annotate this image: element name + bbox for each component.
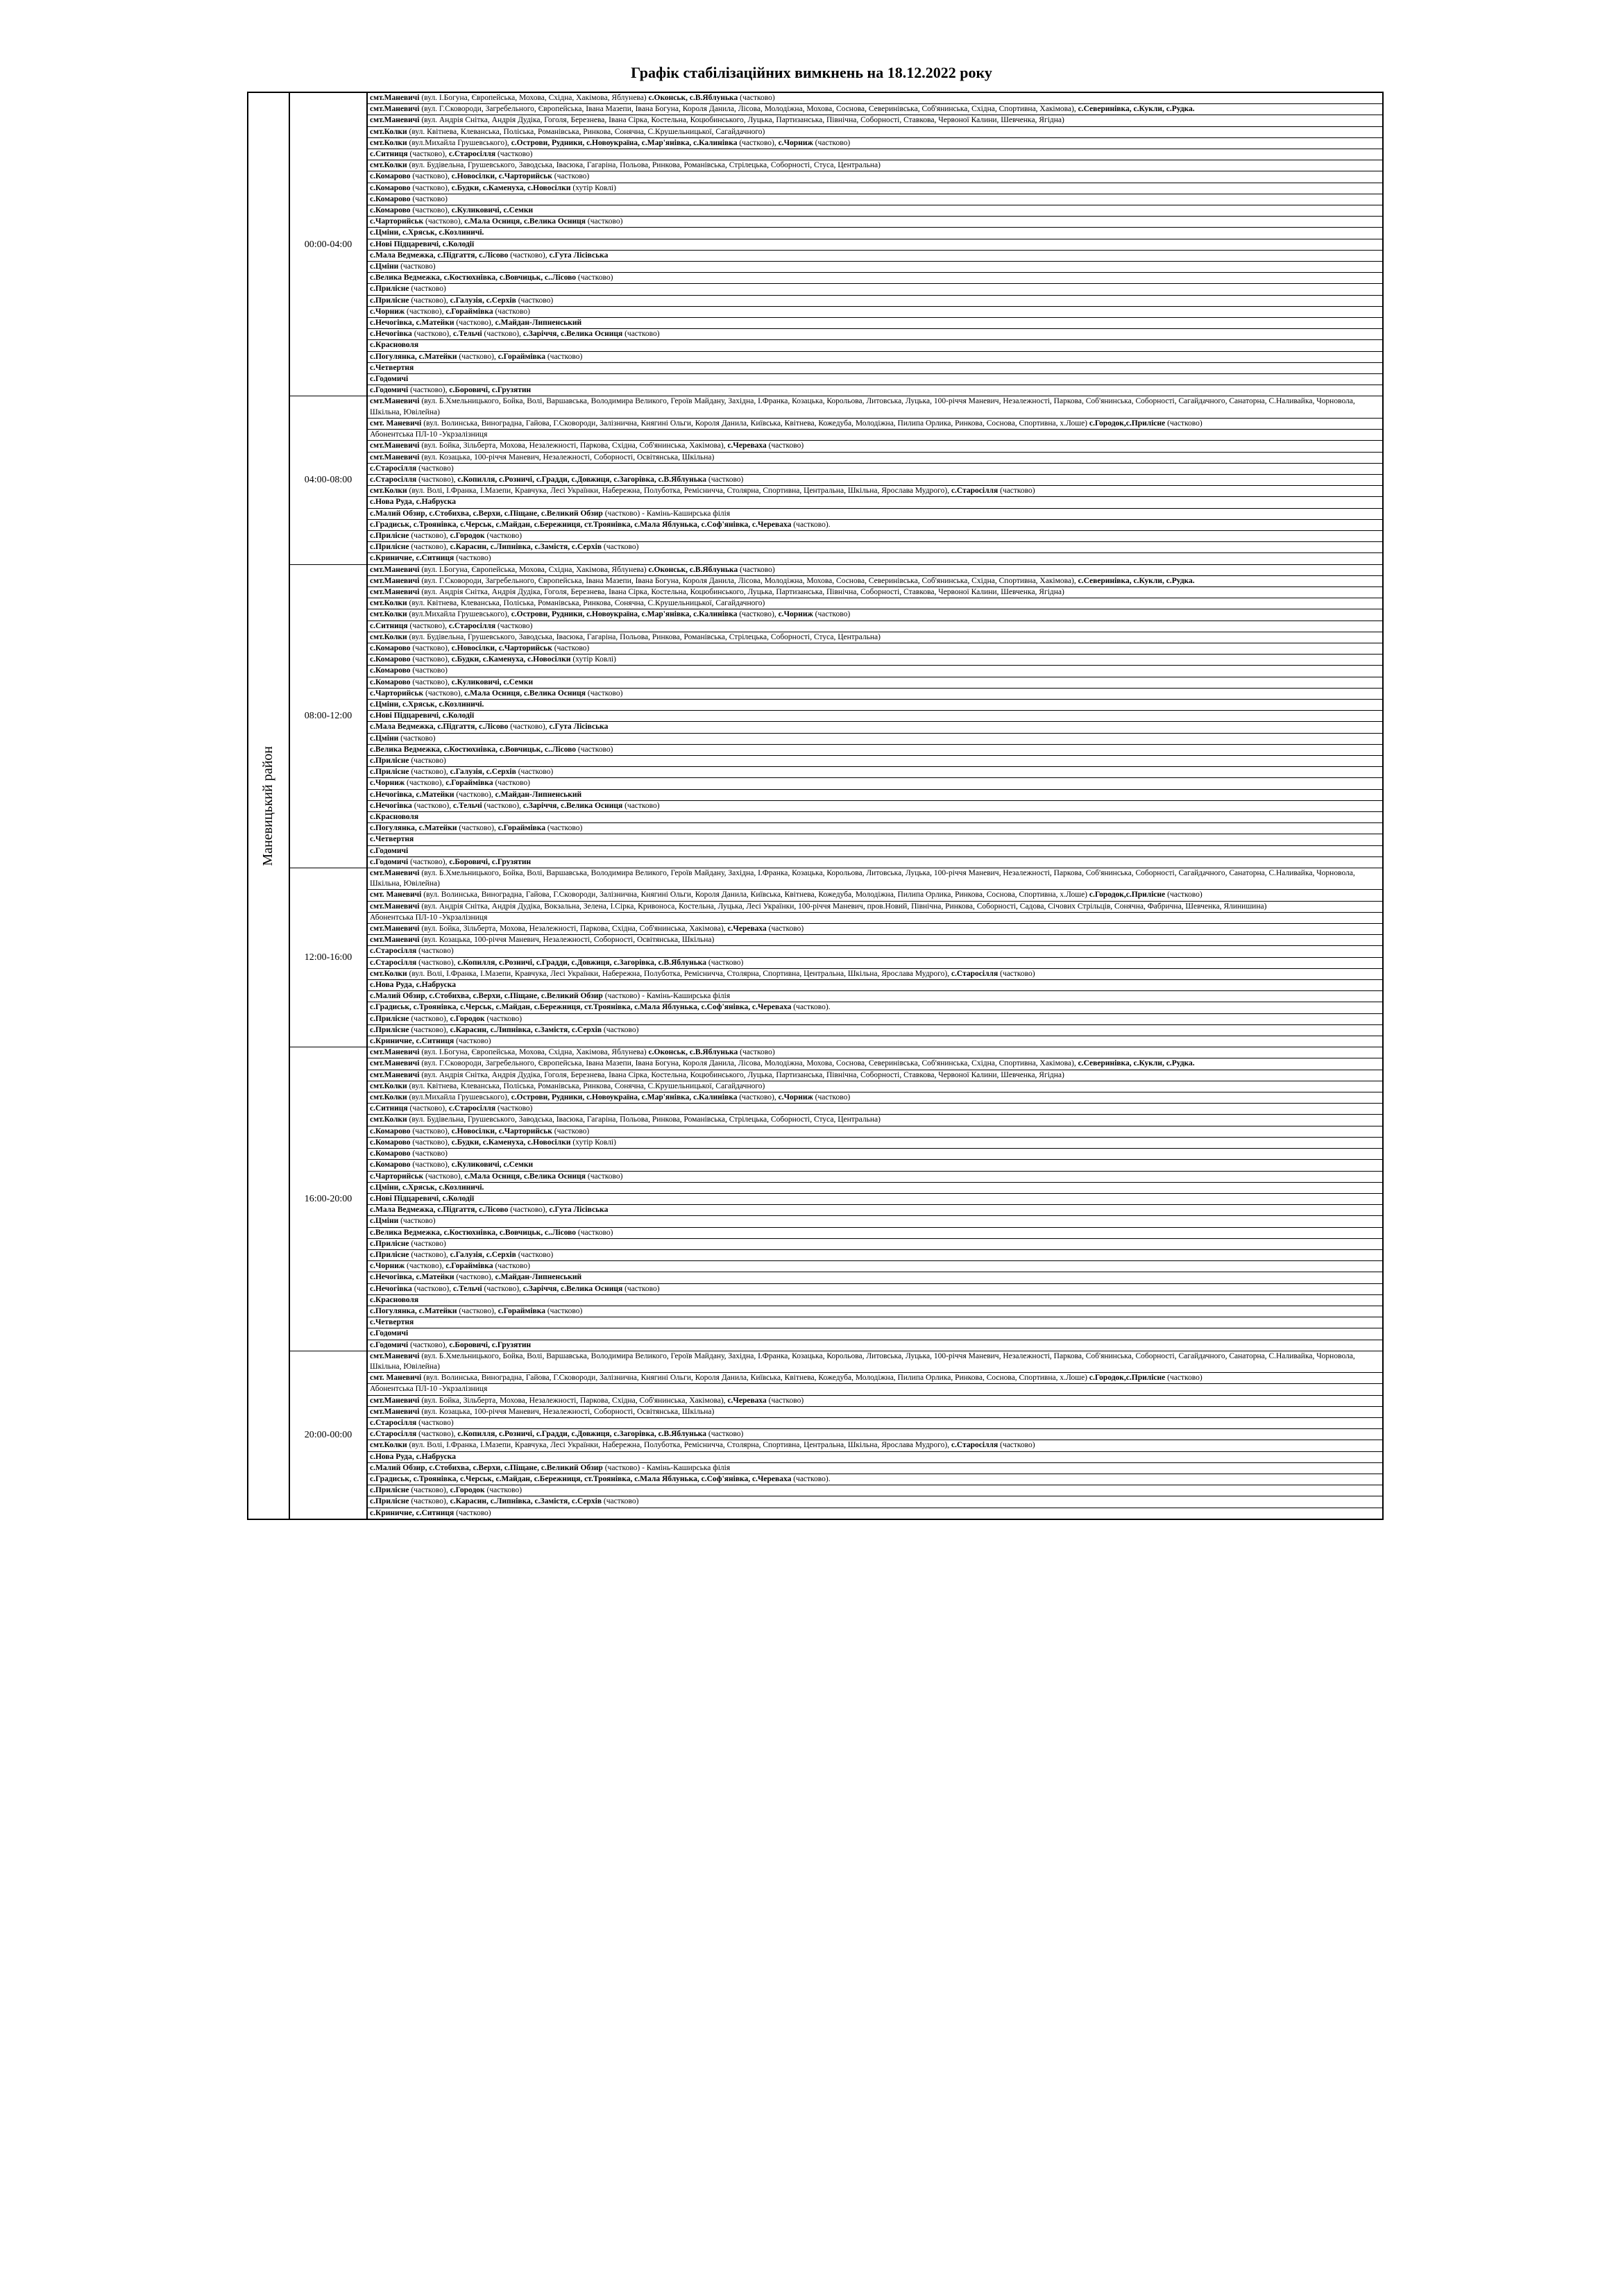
table-row — [248, 262, 1383, 273]
locality-entry: с.Малий Обзир, с.Стобихва, с.Верхи, с.Піщане, с.Великий Обзир (частково) - Камінь-Каширська філія — [367, 991, 1383, 1002]
locality-entry: смт. Маневичі (вул. Волинська, Виноградна, Гайова, Г.Сковороди, Залізнична, Княгині Ольги, Короля Данила, Київська, Квітнева, Кожедуба, Молодіжна, Пилипа Орлика, Ринкова, Соснова, Спортивна, х.Лоше) с.Городок,с.Прилісне (частково) — [367, 1373, 1383, 1384]
locality-entry: с.Нечогівка, с.Матейки (частково), с.Майдан-Липненський — [367, 318, 1383, 329]
table-row — [248, 812, 1383, 823]
table-row — [248, 452, 1383, 463]
table-row — [248, 340, 1383, 351]
table-row — [248, 1462, 1383, 1474]
table-row — [248, 1092, 1383, 1104]
table-row — [248, 1002, 1383, 1013]
locality-entry: с.Прилісне (частково), с.Карасин, с.Липнівка, с.Замістя, с.Серхів (частково) — [367, 1024, 1383, 1036]
table-row — [248, 1373, 1383, 1384]
locality-entry: с.Комарово (частково), с.Куликовичі, с.Семки — [367, 1160, 1383, 1171]
table-row — [248, 1328, 1383, 1340]
locality-entry: смт.Маневичі (вул. І.Богуна, Європейська, Мохова, Східна, Хакімова, Яблунева) с.Оконськ, с.В.Яблунька (частково) — [367, 92, 1383, 104]
table-row — [248, 575, 1383, 586]
locality-entry: смт.Маневичі (вул. Б.Хмельницького, Бойка, Волі, Варшавська, Володимира Великого, Героїв Майдану, Західна, І.Франка, Козацька, Корольова, Литовська, Луцька, 100-річчя Маневич, Незалежності, Паркова, Соб'янинська, Соборності, Сагайдачного, Санаторна, С.Наливайка, Чорновола, Шкільна, Ювілейна) — [367, 1351, 1383, 1372]
table-row — [248, 1205, 1383, 1216]
table-row — [248, 845, 1383, 856]
locality-entry: смт.Маневичі (вул. Козацька, 100-річчя Маневич, Незалежності, Соборності, Освітянська, Шкільна) — [367, 935, 1383, 946]
locality-entry: с.Криничне, с.Ситниця (частково) — [367, 553, 1383, 564]
locality-entry: с.Цміни (частково) — [367, 733, 1383, 744]
locality-entry: Абонентська ПЛ-10 -Укрзалізниця — [367, 912, 1383, 923]
table-row — [248, 1261, 1383, 1272]
table-row — [248, 183, 1383, 194]
table-row — [248, 800, 1383, 811]
locality-entry: с.Криничне, с.Ситниця (частково) — [367, 1508, 1383, 1519]
table-row — [248, 306, 1383, 317]
table-row — [248, 273, 1383, 284]
table-row — [248, 239, 1383, 250]
table-row — [248, 137, 1383, 149]
table-row — [248, 632, 1383, 643]
locality-entry: Абонентська ПЛ-10 -Укрзалізниця — [367, 1384, 1383, 1395]
table-row — [248, 205, 1383, 217]
locality-entry: смт.Колки (вул. Будівельна, Грушевського, Заводська, Івасюка, Гагаріна, Польова, Ринкова, Романівська, Стрілецька, Соборності, Стуса, Центральна) — [367, 160, 1383, 171]
locality-entry: с.Комарово (частково), с.Новосілки, с.Чарторийськ (частково) — [367, 1126, 1383, 1137]
locality-entry: с.Нечогівка (частково), с.Тельчі (частково), с.Заріччя, с.Велика Осниця (частково) — [367, 329, 1383, 340]
table-row — [248, 1238, 1383, 1249]
locality-entry: с.Ситниця (частково), с.Старосілля (частково) — [367, 1104, 1383, 1115]
table-row — [248, 430, 1383, 441]
locality-entry: с.Прилісне (частково), с.Карасин, с.Липнівка, с.Замістя, с.Серхів (частково) — [367, 542, 1383, 553]
table-row — [248, 1451, 1383, 1462]
table-row — [248, 1126, 1383, 1137]
locality-entry: с.Годомичі (частково), с.Боровичі, с.Грузятин — [367, 1340, 1383, 1351]
locality-entry: с.Чарторийськ (частково), с.Мала Осниця, с.Велика Осниця (частково) — [367, 1171, 1383, 1182]
table-row — [248, 901, 1383, 912]
locality-entry: смт.Маневичі (вул. Бойка, Зільберта, Мохова, Незалежності, Паркова, Східна, Соб'янинська, Хакімова), с.Череваха (частково) — [367, 1395, 1383, 1406]
table-row — [248, 1351, 1383, 1372]
outage-schedule-table — [247, 92, 1384, 1520]
table-row — [248, 935, 1383, 946]
locality-entry: с.Нова Руда, с.Набруска — [367, 980, 1383, 991]
table-row — [248, 1013, 1383, 1024]
locality-entry: с.Прилісне (частково) — [367, 1238, 1383, 1249]
table-row — [248, 643, 1383, 654]
locality-entry: смт.Маневичі (вул. І.Богуна, Європейська, Мохова, Східна, Хакімова, Яблунева) с.Оконськ, с.В.Яблунька (частково) — [367, 564, 1383, 575]
table-row — [248, 194, 1383, 205]
locality-entry: с.Нова Руда, с.Набруска — [367, 1451, 1383, 1462]
locality-entry: с.Нечогівка, с.Матейки (частково), с.Майдан-Липненський — [367, 1272, 1383, 1283]
table-row — [248, 677, 1383, 688]
locality-entry: с.Малий Обзир, с.Стобихва, с.Верхи, с.Піщане, с.Великий Обзир (частково) - Камінь-Каширська філія — [367, 508, 1383, 519]
locality-entry: с.Годомичі (частково), с.Боровичі, с.Грузятин — [367, 385, 1383, 396]
locality-entry: с.Прилісне (частково), с.Городок (частково) — [367, 1013, 1383, 1024]
locality-entry: с.Нові Підцаревичі, с.Колодії — [367, 239, 1383, 250]
table-row — [248, 1395, 1383, 1406]
locality-entry: смт.Маневичі (вул. Б.Хмельницького, Бойка, Волі, Варшавська, Володимира Великого, Героїв Майдану, Західна, І.Франка, Козацька, Корольова, Литовська, Луцька, 100-річчя Маневич, Незалежності, Паркова, Соб'янинська, Соборності, Сагайдачного, Санаторна, С.Наливайка, Чорновола, Шкільна, Ювілейна) — [367, 396, 1383, 418]
table-row — [248, 362, 1383, 373]
table-row — [248, 530, 1383, 541]
table-row — [248, 1216, 1383, 1227]
locality-entry: с.Ситниця (частково), с.Старосілля (частково) — [367, 149, 1383, 160]
table-row — [248, 1429, 1383, 1440]
locality-entry: смт.Маневичі (вул. Козацька, 100-річчя Маневич, Незалежності, Соборності, Освітянська, Шкільна) — [367, 1406, 1383, 1417]
locality-entry: с.Комарово (частково), с.Куликовичі, с.Семки — [367, 205, 1383, 217]
locality-entry: с.Градиськ, с.Троянівка, с.Черськ, с.Майдан, с.Бережниця, ст.Троянівка, с.Мала Яблунька, с.Соф'янівка, с.Череваха (частково). — [367, 519, 1383, 530]
table-row — [248, 789, 1383, 800]
locality-entry: с.Нечогівка, с.Матейки (частково), с.Майдан-Липненський — [367, 789, 1383, 800]
table-row — [248, 1160, 1383, 1171]
locality-entry: с.Комарово (частково), с.Будки, с.Каменуха, с.Новосілки (хутір Ковлі) — [367, 183, 1383, 194]
table-row — [248, 912, 1383, 923]
locality-entry: с.Четвертня — [367, 362, 1383, 373]
locality-entry: с.Прилісне (частково) — [367, 284, 1383, 295]
locality-entry: с.Прилісне (частково), с.Галузія, с.Серхів (частково) — [367, 767, 1383, 778]
table-row — [248, 1227, 1383, 1238]
time-slot: 00:00-04:00 — [289, 92, 367, 396]
locality-entry: смт.Маневичі (вул. Г.Сковороди, Загребельного, Європейська, Івана Мазепи, Івана Богуна, Короля Данила, Лісова, Молодіжна, Мохова, Соснова, Северинівська, Соб'янинська, Східна, Спортивна, Хакімова), с.Северинівка, с.Кукли, с.Рудка. — [367, 1058, 1383, 1070]
table-row — [248, 497, 1383, 508]
table-row — [248, 834, 1383, 845]
table-row — [248, 1317, 1383, 1328]
time-slot: 16:00-20:00 — [289, 1047, 367, 1351]
time-slot: 20:00-00:00 — [289, 1351, 367, 1519]
table-row — [248, 609, 1383, 621]
table-row — [248, 374, 1383, 385]
locality-entry: с.Комарово (частково), с.Новосілки, с.Чарторийськ (частково) — [367, 171, 1383, 183]
table-row — [248, 217, 1383, 228]
table-row — [248, 1036, 1383, 1047]
table-row — [248, 284, 1383, 295]
table-row — [248, 1024, 1383, 1036]
locality-entry: смт.Маневичі (вул. Г.Сковороди, Загребельного, Європейська, Івана Мазепи, Івана Богуна, Короля Данила, Лісова, Молодіжна, Мохова, Соснова, Северинівська, Соб'янинська, Східна, Спортивна, Хакімова), с.Северинівка, с.Кукли, с.Рудка. — [367, 104, 1383, 115]
locality-entry: с.Прилісне (частково), с.Галузія, с.Серхів (частково) — [367, 295, 1383, 306]
locality-entry: смт.Маневичі (вул. Андрія Снітка, Андрія Дудіка, Гоголя, Березнева, Івана Сірка, Костельна, Коцюбинського, Луцька, Партизанська, Північна, Соборності, Ставкова, Червоної Калини, Шевченка, Ягідна) — [367, 1070, 1383, 1081]
table-row — [248, 1104, 1383, 1115]
locality-entry: с.Красноволя — [367, 1294, 1383, 1306]
locality-entry: с.Велика Ведмежка, с.Костюхнівка, с.Вовчицьк, с..Лісово (частково) — [367, 1227, 1383, 1238]
table-row — [248, 946, 1383, 957]
table-row — [248, 868, 1383, 890]
table-row — [248, 1474, 1383, 1485]
table-row — [248, 351, 1383, 362]
table-row — [248, 228, 1383, 239]
locality-entry: с.Старосілля (частково) — [367, 463, 1383, 474]
time-slot: 08:00-12:00 — [289, 564, 367, 868]
locality-entry: Абонентська ПЛ-10 -Укрзалізниця — [367, 430, 1383, 441]
locality-entry: с.Нова Руда, с.Набруска — [367, 497, 1383, 508]
table-row — [248, 586, 1383, 598]
table-row — [248, 1272, 1383, 1283]
locality-entry: с.Комарово (частково), с.Будки, с.Каменуха, с.Новосілки (хутір Ковлі) — [367, 1137, 1383, 1148]
table-row — [248, 856, 1383, 868]
locality-entry: с.Цміни, с.Хряськ, с.Козлиничі. — [367, 1182, 1383, 1193]
table-row — [248, 441, 1383, 452]
locality-entry: смт.Колки (вул. Квітнева, Клеванська, Поліська, Романівська, Ринкова, Сонячна, С.Крушельницької, Сагайдачного) — [367, 126, 1383, 137]
district-label: Маневицький район — [260, 745, 276, 866]
locality-entry: с.Старосілля (частково), с.Копилля, с.Розничі, с.Градди, с.Довжиця, с.Загорівка, с.В.Яблунька (частково) — [367, 474, 1383, 485]
table-row — [248, 474, 1383, 485]
locality-entry: с.Нові Підцаревичі, с.Колодії — [367, 711, 1383, 722]
table-row — [248, 1283, 1383, 1294]
locality-entry: с.Градиськ, с.Троянівка, с.Черськ, с.Майдан, с.Бережниця, ст.Троянівка, с.Мала Яблунька, с.Соф'янівка, с.Череваха (частково). — [367, 1474, 1383, 1485]
locality-entry: с.Прилісне (частково) — [367, 755, 1383, 766]
locality-entry: с.Мала Ведмежка, с.Підгаття, с.Лісово (частково), с.Гута Лісівська — [367, 250, 1383, 261]
locality-entry: с.Велика Ведмежка, с.Костюхнівка, с.Вовчицьк, с..Лісово (частково) — [367, 273, 1383, 284]
locality-entry: смт.Колки (вул. Будівельна, Грушевського, Заводська, Івасюка, Гагаріна, Польова, Ринкова, Романівська, Стрілецька, Соборності, Стуса, Центральна) — [367, 1115, 1383, 1126]
table-row — [248, 823, 1383, 834]
table-row — [248, 1417, 1383, 1428]
locality-entry: с.Ситниця (частково), с.Старосілля (частково) — [367, 621, 1383, 632]
locality-entry: с.Красноволя — [367, 340, 1383, 351]
table-row — [248, 1137, 1383, 1148]
locality-entry: с.Нові Підцаревичі, с.Колодії — [367, 1193, 1383, 1204]
table-row — [248, 1294, 1383, 1306]
table-row — [248, 486, 1383, 497]
table-row — [248, 1384, 1383, 1395]
locality-entry: с.Нечогівка (частково), с.Тельчі (частково), с.Заріччя, с.Велика Осниця (частково) — [367, 800, 1383, 811]
locality-entry: смт. Маневичі (вул. Волинська, Виноградна, Гайова, Г.Сковороди, Залізнична, Княгині Ольги, Короля Данила, Київська, Квітнева, Кожедуба, Молодіжна, Пилипа Орлика, Ринкова, Соснова, Спортивна, х.Лоше) с.Городок,с.Прилісне (частково) — [367, 890, 1383, 901]
time-slot: 12:00-16:00 — [289, 868, 367, 1047]
locality-entry: смт.Маневичі (вул. Г.Сковороди, Загребельного, Європейська, Івана Мазепи, Івана Богуна, Короля Данила, Лісова, Молодіжна, Мохова, Соснова, Северинівська, Соб'янинська, Східна, Спортивна, Хакімова), с.Северинівка, с.Кукли, с.Рудка. — [367, 575, 1383, 586]
table-row — [248, 767, 1383, 778]
locality-entry: с.Мала Ведмежка, с.Підгаття, с.Лісово (частково), с.Гута Лісівська — [367, 722, 1383, 733]
locality-entry: с.Годомичі — [367, 845, 1383, 856]
locality-entry: смт.Маневичі (вул. Бойка, Зільберта, Мохова, Незалежності, Паркова, Східна, Соб'янинська, Хакімова), с.Череваха (частково) — [367, 441, 1383, 452]
locality-entry: с.Погулянка, с.Матейки (частково), с.Гораймівка (частково) — [367, 351, 1383, 362]
table-row — [248, 621, 1383, 632]
locality-entry: с.Криничне, с.Ситниця (частково) — [367, 1036, 1383, 1047]
table-row — [248, 1508, 1383, 1519]
locality-entry: с.Прилісне (частково), с.Городок (частково) — [367, 1485, 1383, 1496]
table-row — [248, 1306, 1383, 1317]
table-row — [248, 1081, 1383, 1092]
locality-entry: с.Четвертня — [367, 1317, 1383, 1328]
table-row — [248, 1047, 1383, 1058]
locality-entry: с.Прилісне (частково), с.Городок (частково) — [367, 530, 1383, 541]
table-row — [248, 991, 1383, 1002]
table-row — [248, 519, 1383, 530]
locality-entry: с.Цміни (частково) — [367, 1216, 1383, 1227]
locality-entry: с.Нечогівка (частково), с.Тельчі (частково), с.Заріччя, с.Велика Осниця (частково) — [367, 1283, 1383, 1294]
locality-entry: с.Велика Ведмежка, с.Костюхнівка, с.Вовчицьк, с..Лісово (частково) — [367, 744, 1383, 755]
locality-entry: с.Чорниж (частково), с.Гораймівка (частково) — [367, 1261, 1383, 1272]
locality-entry: с.Градиськ, с.Троянівка, с.Черськ, с.Майдан, с.Бережниця, ст.Троянівка, с.Мала Яблунька, с.Соф'янівка, с.Череваха (частково). — [367, 1002, 1383, 1013]
locality-entry: смт.Маневичі (вул. Андрія Снітка, Андрія Дудіка, Гоголя, Березнева, Івана Сірка, Костельна, Коцюбинського, Луцька, Партизанська, Північна, Соборності, Ставкова, Червоної Калини, Шевченка, Ягідна) — [367, 115, 1383, 126]
locality-entry: с.Прилісне (частково), с.Карасин, с.Липнівка, с.Замістя, с.Серхів (частково) — [367, 1496, 1383, 1508]
locality-entry: смт.Колки (вул. Будівельна, Грушевського, Заводська, Івасюка, Гагаріна, Польова, Ринкова, Романівська, Стрілецька, Соборності, Стуса, Центральна) — [367, 632, 1383, 643]
locality-entry: с.Четвертня — [367, 834, 1383, 845]
locality-entry: с.Старосілля (частково) — [367, 1417, 1383, 1428]
table-row — [248, 655, 1383, 666]
locality-entry: смт.Колки (вул. Квітнева, Клеванська, Поліська, Романівська, Ринкова, Сонячна, С.Крушельницької, Сагайдачного) — [367, 1081, 1383, 1092]
locality-entry: с.Старосілля (частково) — [367, 946, 1383, 957]
table-row — [248, 957, 1383, 968]
table-row — [248, 744, 1383, 755]
locality-entry: с.Комарово (частково), с.Куликовичі, с.Семки — [367, 677, 1383, 688]
table-row — [248, 295, 1383, 306]
locality-entry: с.Старосілля (частково), с.Копилля, с.Розничі, с.Градди, с.Довжиця, с.Загорівка, с.В.Яблунька (частково) — [367, 1429, 1383, 1440]
table-row — [248, 1058, 1383, 1070]
locality-entry: смт.Колки (вул.Михайла Грушевського), с.Острови, Рудники, с.Новоукраїна, с.Мар'янівка, с.Калинівка (частково), с.Чорниж (частково) — [367, 609, 1383, 621]
locality-entry: с.Комарово (частково), с.Будки, с.Каменуха, с.Новосілки (хутір Ковлі) — [367, 655, 1383, 666]
table-row — [248, 396, 1383, 418]
locality-entry: с.Красноволя — [367, 812, 1383, 823]
locality-entry: с.Чарторийськ (частково), с.Мала Осниця, с.Велика Осниця (частково) — [367, 217, 1383, 228]
table-row — [248, 1182, 1383, 1193]
locality-entry: смт.Маневичі (вул. Бойка, Зільберта, Мохова, Незалежності, Паркова, Східна, Соб'янинська, Хакімова), с.Череваха (частково) — [367, 924, 1383, 935]
table-row — [248, 1193, 1383, 1204]
table-row — [248, 115, 1383, 126]
table-row — [248, 666, 1383, 677]
locality-entry: смт.Колки (вул. Волі, І.Франка, І.Мазепи, Кравчука, Лесі Українки, Набережна, Полуботка, Ремісничча, Столярна, Спортивна, Центральна, Шкільна, Ярослава Мудрого), с.Старосілля (частково) — [367, 486, 1383, 497]
table-row — [248, 688, 1383, 699]
table-row — [248, 699, 1383, 710]
table-row — [248, 171, 1383, 183]
district-cell — [248, 92, 289, 1519]
locality-entry: смт.Колки (вул. Волі, І.Франка, І.Мазепи, Кравчука, Лесі Українки, Набережна, Полуботка, Ремісничча, Столярна, Спортивна, Центральна, Шкільна, Ярослава Мудрого), с.Старосілля (частково) — [367, 1440, 1383, 1451]
document-title: Графік стабілізаційних вимкнень на 18.12.2022 року — [631, 64, 992, 81]
table-row — [248, 318, 1383, 329]
locality-entry: с.Чорниж (частково), с.Гораймівка (частково) — [367, 306, 1383, 317]
table-row — [248, 329, 1383, 340]
locality-entry: с.Прилісне (частково), с.Галузія, с.Серхів (частково) — [367, 1249, 1383, 1260]
table-row — [248, 250, 1383, 261]
locality-entry: с.Комарово (частково) — [367, 194, 1383, 205]
table-row — [248, 104, 1383, 115]
locality-entry: смт.Колки (вул.Михайла Грушевського), с.Острови, Рудники, с.Новоукраїна, с.Мар'янівка, с.Калинівка (частково), с.Чорниж (частково) — [367, 1092, 1383, 1104]
table-row — [248, 1406, 1383, 1417]
table-row — [248, 722, 1383, 733]
table-row — [248, 890, 1383, 901]
locality-entry: с.Цміни, с.Хряськ, с.Козлиничі. — [367, 228, 1383, 239]
table-row — [248, 149, 1383, 160]
locality-entry: с.Комарово (частково), с.Новосілки, с.Чарторийськ (частково) — [367, 643, 1383, 654]
table-row — [248, 553, 1383, 564]
locality-entry: с.Чарторийськ (частково), с.Мала Осниця, с.Велика Осниця (частково) — [367, 688, 1383, 699]
table-row — [248, 1440, 1383, 1451]
locality-entry: с.Годомичі (частково), с.Боровичі, с.Грузятин — [367, 856, 1383, 868]
table-row — [248, 508, 1383, 519]
locality-entry: с.Комарово (частково) — [367, 1149, 1383, 1160]
table-row — [248, 980, 1383, 991]
table-row — [248, 1171, 1383, 1182]
locality-entry: с.Годомичі — [367, 1328, 1383, 1340]
locality-entry: смт.Маневичі (вул. І.Богуна, Європейська, Мохова, Східна, Хакімова, Яблунева) с.Оконськ, с.В.Яблунька (частково) — [367, 1047, 1383, 1058]
locality-entry: с.Цміни (частково) — [367, 262, 1383, 273]
table-row — [248, 755, 1383, 766]
table-row — [248, 542, 1383, 553]
table-row — [248, 1485, 1383, 1496]
table-row — [248, 92, 1383, 104]
locality-entry: смт.Колки (вул. Квітнева, Клеванська, Поліська, Романівська, Ринкова, Сонячна, С.Крушельницької, Сагайдачного) — [367, 598, 1383, 609]
locality-entry: смт.Маневичі (вул. Б.Хмельницького, Бойка, Волі, Варшавська, Володимира Великого, Героїв Майдану, Західна, І.Франка, Козацька, Корольова, Литовська, Луцька, 100-річчя Маневич, Незалежності, Паркова, Соб'янинська, Соборності, Сагайдачного, Санаторна, С.Наливайка, Чорновола, Шкільна, Ювілейна) — [367, 868, 1383, 890]
locality-entry: смт. Маневичі (вул. Волинська, Виноградна, Гайова, Г.Сковороди, Залізнична, Княгині Ольги, Короля Данила, Київська, Квітнева, Кожедуба, Молодіжна, Пилипа Орлика, Ринкова, Соснова, Спортивна, х.Лоше) с.Городок,с.Прилісне (частково) — [367, 418, 1383, 429]
locality-entry: смт.Маневичі (вул. Андрія Снітка, Андрія Дудіка, Вокзальна, Зелена, І.Сірка, Кривоноса, Костельна, Луцька, Лесі Українки, 100-річчя Маневич, пров.Новий, Північна, Ринкова, Соборності, Садова, Січових Стрільців, Сонячна, Фабрична, Шевченка, Ялинишина) — [367, 901, 1383, 912]
locality-entry: смт.Колки (вул. Волі, І.Франка, І.Мазепи, Кравчука, Лесі Українки, Набережна, Полуботка, Ремісничча, Столярна, Спортивна, Центральна, Шкільна, Ярослава Мудрого), с.Старосілля (частково) — [367, 968, 1383, 979]
locality-entry: с.Цміни, с.Хряськ, с.Козлиничі. — [367, 699, 1383, 710]
table-row — [248, 1496, 1383, 1508]
table-row — [248, 598, 1383, 609]
table-row — [248, 968, 1383, 979]
table-row — [248, 564, 1383, 575]
table-row — [248, 778, 1383, 789]
table-row — [248, 711, 1383, 722]
table-row — [248, 463, 1383, 474]
table-row — [248, 126, 1383, 137]
locality-entry: с.Погулянка, с.Матейки (частково), с.Гораймівка (частково) — [367, 1306, 1383, 1317]
locality-entry: смт.Колки (вул.Михайла Грушевського), с.Острови, Рудники, с.Новоукраїна, с.Мар'янівка, с.Калинівка (частково), с.Чорниж (частково) — [367, 137, 1383, 149]
locality-entry: с.Старосілля (частково), с.Копилля, с.Розничі, с.Градди, с.Довжиця, с.Загорівка, с.В.Яблунька (частково) — [367, 957, 1383, 968]
table-row — [248, 1115, 1383, 1126]
table-row — [248, 160, 1383, 171]
locality-entry: с.Малий Обзир, с.Стобихва, с.Верхи, с.Піщане, с.Великий Обзир (частково) - Камінь-Каширська філія — [367, 1462, 1383, 1474]
locality-entry: смт.Маневичі (вул. Козацька, 100-річчя Маневич, Незалежності, Соборності, Освітянська, Шкільна) — [367, 452, 1383, 463]
table-row — [248, 1149, 1383, 1160]
locality-entry: с.Годомичі — [367, 374, 1383, 385]
locality-entry: с.Комарово (частково) — [367, 666, 1383, 677]
table-row — [248, 1340, 1383, 1351]
table-row — [248, 924, 1383, 935]
table-row — [248, 385, 1383, 396]
table-row — [248, 1249, 1383, 1260]
locality-entry: с.Погулянка, с.Матейки (частково), с.Гораймівка (частково) — [367, 823, 1383, 834]
locality-entry: с.Чорниж (частково), с.Гораймівка (частково) — [367, 778, 1383, 789]
time-slot: 04:00-08:00 — [289, 396, 367, 564]
locality-entry: смт.Маневичі (вул. Андрія Снітка, Андрія Дудіка, Гоголя, Березнева, Івана Сірка, Костельна, Коцюбинського, Луцька, Партизанська, Північна, Соборності, Ставкова, Червоної Калини, Шевченка, Ягідна) — [367, 586, 1383, 598]
table-row — [248, 418, 1383, 429]
locality-entry: с.Мала Ведмежка, с.Підгаття, с.Лісово (частково), с.Гута Лісівська — [367, 1205, 1383, 1216]
table-row — [248, 733, 1383, 744]
table-row — [248, 1070, 1383, 1081]
